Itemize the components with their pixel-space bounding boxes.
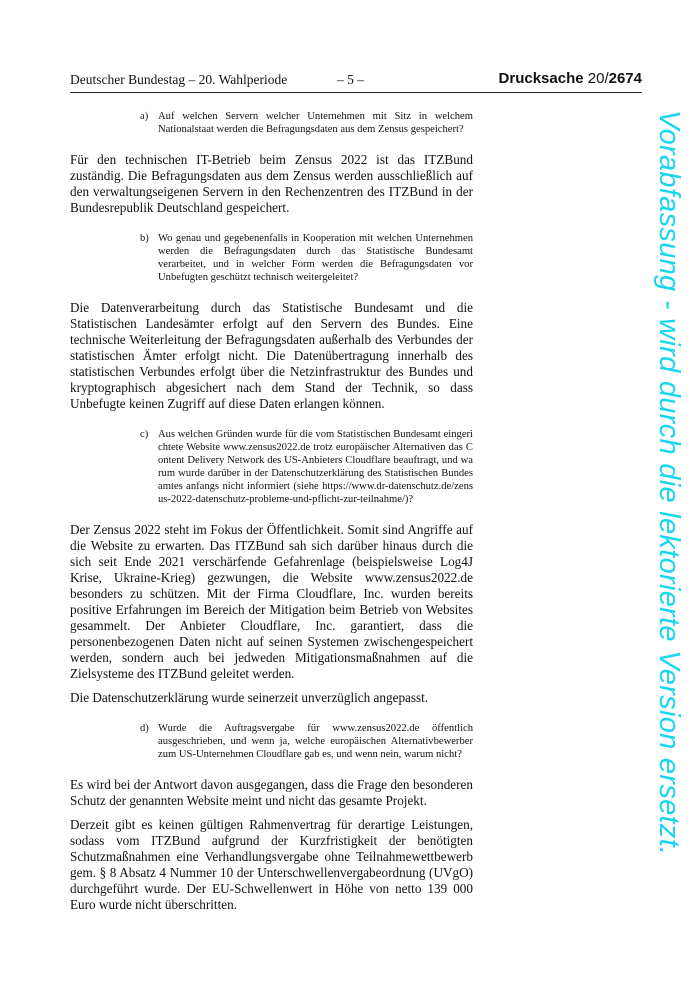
question-label: d) — [140, 723, 149, 734]
question-label: a) — [140, 111, 149, 122]
doc-label: Drucksache — [498, 70, 584, 87]
question-d — [140, 722, 473, 761]
question-label: c) — [140, 429, 149, 440]
page-number: – 5 – — [337, 72, 364, 87]
question-text: Auf welchen Servern welcher Unternehmen mit Sitz in welchem Nationalstaat werden die Befragungsdaten aus dem Zensus gespeichert? — [158, 111, 473, 135]
answer-paragraph: Der Zensus 2022 steht im Fokus der Öffentlichkeit. Somit sind Angriffe auf die Website zu erwarten. Das ITZBund sah sich darüber hinaus durch die sich seit Ende 2021 verschärfende Gefahrenlage (beispielsweise Log4J Krise, Ukraine-Krieg) gezwungen, die Website www.zensus2022.de besonders zu schützen. Mit der Firma Cloudflare, Inc. wurden bereits positive Erfahrungen im Bereich der Mitigation beim Betrieb von Websites gesammelt. Der Anbieter Cloudflare, Inc. garantiert, dass die personenbezogenen Daten nicht auf seinen Systemen zwischengespeichert werden, sondern auch bei jedweden Mitigationsmaßnahmen auf die Zielsysteme des ITZBund geleitet werden. — [70, 522, 473, 681]
header-periodical: Deutscher Bundestag – 20. Wahlperiode — [70, 72, 288, 87]
answer-paragraph: Die Datenverarbeitung durch das Statistische Bundesamt und die Statistischen Landesämter erfolgt auf den Servern des Bundes. Eine technische Weiterleitung der Befragungsdaten außerhalb des Verbundes der statistischen Ämter erfolgt nicht. Die Datenübertragung innerhalb des statistischen Verbundes erfolgt über die Netzinfrastruktur des Bundes und kryptographisch abgesichert nach dem Stand der Technik, so dass Unbefugte keinen Zugriff auf diese Daten erlangen können. — [70, 300, 473, 411]
question-text: Wo genau und gegebenenfalls in Kooperation mit welchen Unternehmen werden die Befragungsdaten durch das Statistische Bundesamt verarbeitet, und in welcher Form werden die Befragungsdaten vor Unbefugten geschützt technisch weitergeleitet? — [158, 233, 473, 283]
header-divider — [70, 92, 642, 93]
question-c — [140, 428, 473, 506]
draft-watermark: Vorabfassung - wird durch die lektorierte Version ersetzt. — [653, 110, 685, 856]
question-a — [140, 110, 473, 136]
question-text: Aus welchen Gründen wurde für die vom Statistischen Bundesamt eingerichtete Website www.zensus2022.de trotz europäischer Alternativen das Content Delivery Network des US-Anbieters Cloudflare beauftragt, und warum wurde darüber in der Datenschutzerklärung des Statistischen Bundesamtes anfangs nicht informiert (siehe https://www.dr-datenschutz.de/zensus-2022-datenschutz-probleme-und-pflicht-zur-teilnahme/)? — [158, 429, 473, 505]
answer-paragraph: Für den technischen IT-Betrieb beim Zensus 2022 ist das ITZBund zuständig. Die Befragungsdaten aus dem Zensus werden ausschließlich auf den verwaltungseigenen Servern in den Rechenzentren des ITZBund in der Bundesrepublik Deutschland gespeichert. — [70, 152, 473, 215]
question-label: b) — [140, 233, 149, 244]
answer-paragraph: Es wird bei der Antwort davon ausgegangen, dass die Frage den besonderen Schutz der genannten Website meint und nicht das gesamte Projekt. — [70, 777, 473, 808]
doc-num-a: 20/ — [587, 70, 609, 87]
doc-num-b: 2674 — [608, 70, 642, 87]
question-b — [140, 232, 473, 284]
answer-paragraph: Die Datenschutzerklärung wurde seinerzeit unverzüglich angepasst. — [70, 690, 429, 705]
question-text: Wurde die Auftragsvergabe für www.zensus2022.de öffentlich ausgeschrieben, und wenn ja, welche europäischen Alternativbewerber zum US-Unternehmen Cloudflare gab es, und wenn nein, warum nicht? — [158, 723, 473, 760]
answer-paragraph: Derzeit gibt es keinen gültigen Rahmenvertrag für derartige Leistungen, sodass vom ITZBund aufgrund der Kurzfristigkeit der benötigten Schutzmaßnahmen eine Verhandlungsvergabe ohne Teilnahmewettbewerb gem. § 8 Absatz 4 Nummer 10 der Unterschwellenvergabeordnung (UVgO) durchgeführt wurde. Der EU-Schwellenwert in Höhe von netto 139 000 Euro wurde nicht überschritten. — [70, 817, 473, 912]
document-number — [499, 70, 642, 87]
document-body — [70, 110, 473, 921]
page-header — [70, 70, 642, 92]
